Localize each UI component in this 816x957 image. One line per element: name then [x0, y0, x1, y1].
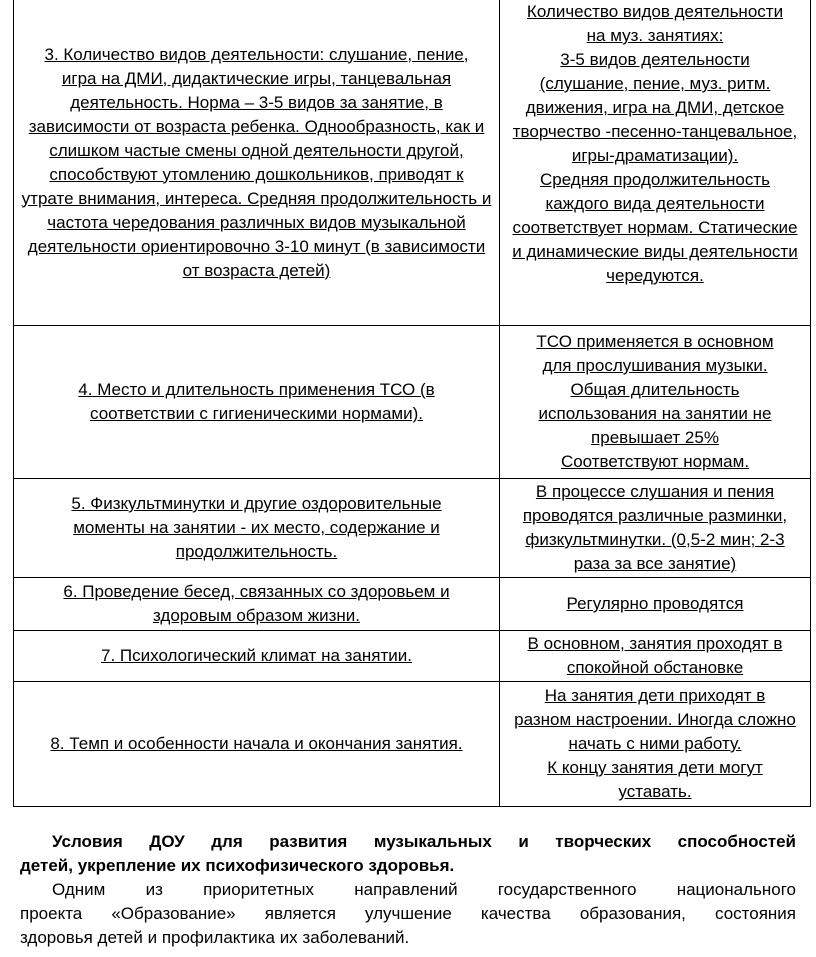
evaluation-cell: [500, 326, 810, 478]
evaluation-cell: [500, 631, 810, 681]
cell-text-line: моменты на занятии - их место, содержание и: [73, 518, 440, 537]
cell-text-line: разном настроении. Иногда сложно: [514, 710, 796, 729]
paragraph-line: здоровья детей и профилактика их заболеваний.: [20, 928, 410, 947]
cell-text-line: В процессе слушания и пения: [535, 482, 775, 501]
cell-text-line: уставать.: [618, 782, 692, 801]
cell-text-line: проводятся различные разминки,: [522, 506, 788, 525]
cell-text-line: соответствии с гигиеническими нормами).: [90, 404, 423, 423]
cell-text-line: 5. Физкультминутки и другие оздоровительные: [71, 494, 442, 513]
cell-text-line: Регулярно проводятся: [566, 594, 744, 613]
cell-text-line: соответствует нормам. Статические: [512, 218, 798, 237]
criterion-cell: [14, 631, 499, 681]
evaluation-cell: [500, 682, 810, 806]
cell-text-line: здоровым образом жизни.: [152, 606, 360, 625]
criterion-cell: [14, 326, 499, 478]
cell-text-line: спокойной обстановке: [566, 658, 744, 677]
heading-line: Условия ДОУ для развития музыкальных и творческих способностей: [52, 832, 796, 851]
cell-text-line: 3-5 видов деятельности: [560, 50, 750, 69]
evaluation-cell: [500, 578, 810, 630]
section-heading: [20, 830, 796, 878]
body-paragraph: [20, 878, 796, 950]
cell-text-line: 6. Проведение бесед, связанных со здоровьем и: [63, 582, 450, 601]
cell-text-line: 4. Место и длительность применения ТСО (в: [78, 380, 435, 399]
evaluation-cell: [500, 0, 810, 325]
cell-text-line: слишком частые смены одной деятельности другой,: [49, 140, 464, 160]
cell-text-line: Общая длительность: [570, 380, 740, 399]
cell-text-line: и динамические виды деятельности: [512, 242, 798, 261]
cell-text-line: продолжительность.: [175, 542, 338, 561]
cell-text-line: деятельность. Норма – 3-5 видов за занятие, в: [70, 92, 443, 112]
cell-text-line: 7. Психологический климат на занятии.: [101, 646, 412, 665]
paragraph-line: Одним из приоритетных направлений государственного национального: [52, 880, 796, 899]
cell-text-line: от возраста детей): [182, 260, 331, 280]
cell-text-line: Соответствуют нормам.: [560, 452, 750, 471]
heading-line: детей, укрепление их психофизического здоровья.: [20, 856, 455, 875]
cell-text-line: К концу занятия дети могут: [547, 758, 763, 777]
criterion-cell: [14, 479, 499, 577]
cell-text-line: способствуют утомлению дошкольников, приводят к: [49, 164, 464, 184]
cell-text-line: начать с ними работу.: [568, 734, 742, 753]
cell-text-line: 8. Темп и особенности начала и окончания занятия.: [50, 734, 463, 753]
cell-text-line: чередуются.: [606, 266, 704, 285]
cell-text-line: утрате внимания, интереса. Средняя продолжительность и: [21, 188, 492, 208]
paragraph-line: проекта «Образование» является улучшение качества образования, состояния: [20, 904, 796, 923]
criterion-cell: [14, 0, 499, 325]
cell-text-line: 3. Количество видов деятельности: слушание, пение,: [44, 44, 469, 64]
cell-text-line: зависимости от возраста ребенка. Однообразность, как и: [28, 116, 485, 136]
evaluation-cell: [500, 479, 810, 577]
cell-text-line: На занятия дети приходят в: [544, 686, 766, 705]
cell-text-line: раза за все занятие): [573, 554, 737, 573]
cell-text-line: физкультминутки. (0,5-2 мин; 2-3: [525, 530, 785, 549]
cell-text-line: движения, игра на ДМИ, детское: [525, 98, 785, 117]
cell-text-line: для прослушивания музыки.: [542, 356, 768, 375]
cell-text-line: деятельности ориентировочно 3-10 минут (в зависимости: [27, 236, 486, 256]
cell-text-line: игры-драматизации).: [571, 146, 739, 165]
cell-text-line: частота чередования различных видов музыкальной: [47, 212, 466, 232]
cell-text-line: каждого вида деятельности: [545, 194, 765, 213]
cell-text-line: превышает 25%: [591, 428, 719, 447]
cell-text-line: использования на занятии не: [538, 404, 772, 423]
cell-text-line: игра на ДМИ, дидактические игры, танцевальная: [61, 68, 452, 88]
cell-text-line: Количество видов деятельности: [526, 2, 784, 21]
cell-text-line: Средняя продолжительность: [539, 170, 771, 189]
cell-text-line: ТСО применяется в основном: [536, 332, 774, 351]
cell-text-line: В основном, занятия проходят в: [527, 634, 783, 653]
criterion-cell: [14, 682, 499, 806]
assessment-table: [13, 0, 811, 807]
cell-text-line: творчество -песенно-танцевальное,: [512, 122, 798, 141]
cell-text-line: на муз. занятиях:: [586, 26, 724, 45]
criterion-cell: [14, 578, 499, 630]
cell-text-line: (слушание, пение, муз. ритм.: [539, 74, 771, 93]
